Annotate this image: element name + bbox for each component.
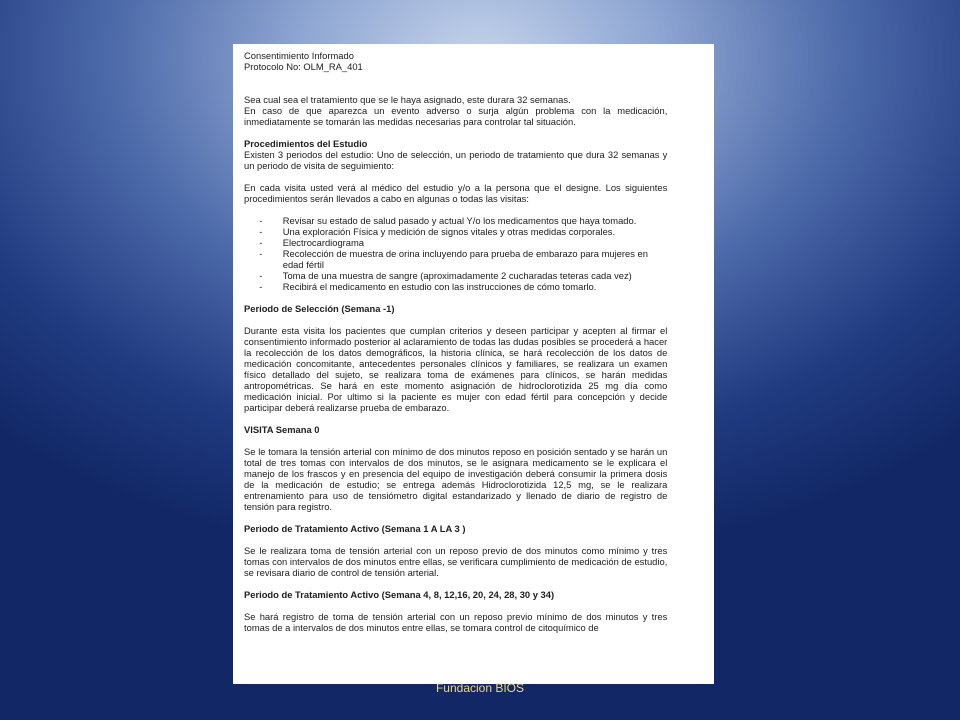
procedures-heading: Procedimientos del Estudio bbox=[244, 139, 368, 149]
list-item: - Una exploración Física y medición de signos vitales y otras medidas corporales. bbox=[244, 227, 667, 238]
footer-label: Fundacion BIOS bbox=[435, 681, 525, 695]
intro-line-1: Sea cual sea el tratamiento que se le haya asignado, este durara 32 semanas. bbox=[244, 95, 571, 105]
header-protocol: Protocolo No: OLM_RA_401 bbox=[244, 62, 363, 72]
list-item: - Recibirá el medicamento en estudio con las instrucciones de cómo tomarlo. bbox=[244, 282, 667, 293]
procedures-text: Existen 3 periodos del estudio: Uno de selección, un periodo de tratamiento que dura 32 semanas y un periodo de visita de seguimiento: bbox=[244, 150, 668, 171]
visit-text: En cada visita usted verá al médico del estudio y/o a la persona que el designe. Los siguientes procedimientos serán llevados a cabo en algunas o todas las visitas: bbox=[244, 183, 668, 204]
active1-heading: Periodo de Tratamiento Activo (Semana 1 A LA 3 ) bbox=[244, 524, 466, 534]
procedures-list bbox=[244, 216, 667, 293]
document-page bbox=[233, 44, 714, 684]
selection-text: Durante esta visita los pacientes que cumplan criterios y deseen participar y acepten al firmar el consentimiento informado posterior al aclaramiento de todas las dudas posibles se procederá a hacer la recolección de los datos demográficos, la historia clínica, se hará recolección de los datos de medicación concomitante, antecedentes personales clínicos y familiares, se realizara un examen físico detallado del sujeto, se realizara toma de exámenes para clínicos, se harán medidas antropométricas. Se hará en este momento asignación de hidroclorotizida 25 mg día como medicación inicial. Por ultimo si la paciente es mujer con edad fértil para concepción y decide participar deberá realizarse prueba de embarazo. bbox=[244, 326, 668, 413]
list-item: - Toma de una muestra de sangre (aproximadamente 2 cucharadas teteras cada vez) bbox=[244, 271, 667, 282]
visit0-heading: VISITA Semana 0 bbox=[244, 425, 320, 435]
list-item: - Revisar su estado de salud pasado y actual Y/o los medicamentos que haya tomado. bbox=[244, 216, 667, 227]
document-content bbox=[244, 51, 667, 634]
active2-text: Se hará registro de toma de tensión arterial con un reposo previo mínimo de dos minutos y tres tomas de a intervalos de dos minutos entre ellas, se tomara control de citoquímico de bbox=[244, 612, 668, 633]
list-item: - Electrocardiograma bbox=[244, 238, 667, 249]
active2-heading: Periodo de Tratamiento Activo (Semana 4, 8, 12,16, 20, 24, 28, 30 y 34) bbox=[244, 590, 555, 600]
list-item: - Recolección de muestra de orina incluyendo para prueba de embarazo para mujeres en edad fértil bbox=[244, 249, 667, 271]
active1-text: Se le realizara toma de tensión arterial con un reposo previo de dos minutos como mínimo y tres tomas con intervalos de dos minutos entre ellas, se verificara cumplimiento de medicación de estudio, se revisara diario de control de tensión arterial. bbox=[244, 546, 668, 578]
intro-line-2: En caso de que aparezca un evento adverso o surja algún problema con la medicación, inmediatamente se tomarán las medidas necesarias para controlar tal situación. bbox=[244, 106, 668, 127]
header-title: Consentimiento Informado bbox=[244, 51, 354, 61]
visit0-text: Se le tomara la tensión arterial con mínimo de dos minutos reposo en posición sentado y se harán un total de tres tomas con intervalos de dos minutos, se le asignara medicamento se le explicara el manejo de los frascos y en presencia del equipo de investigación deberá consumir la primera dosis de la medicación de estudio; se entrega además Hidroclorotizida 12,5 mg, se le realizara entrenamiento para uso de tensiómetro digital estandarizado y llenado de diario de registro de tensión para registro. bbox=[244, 447, 668, 512]
selection-heading: Periodo de Selección (Semana -1) bbox=[244, 304, 395, 314]
